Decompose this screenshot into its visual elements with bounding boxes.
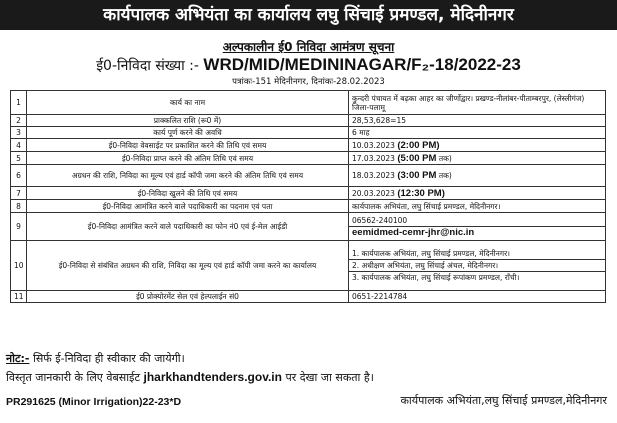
table-row: [11, 200, 606, 213]
time-suffix: तक): [438, 171, 452, 180]
office-header: कार्यपालक अभियंता का कार्यालय लघु सिंचाई प्रमण्डल, मेदिनीनगर: [0, 0, 617, 30]
row-number: 8: [11, 200, 27, 213]
email-value: eemidmed-cemr-jhr@nic.in: [349, 226, 605, 238]
row-value: 0651-2214784: [349, 291, 606, 303]
row-label: अग्रधन की राशि, निविदा का मूल्य एवं हार्ड कॉपी जमा करने की अंतिम तिथि एवं समय: [27, 165, 349, 187]
table-row: [11, 187, 606, 200]
row-number: 3: [11, 127, 27, 139]
time-value: (2:00 PM): [397, 139, 440, 151]
row-number: 4: [11, 139, 27, 152]
row-value: कार्यपालक अभियंता, लघु सिंचाई प्रमण्डल, मेदिनीनगर।: [349, 200, 606, 213]
table-row: [11, 213, 606, 241]
row-label: कार्य पूर्ण करने की अवधि: [27, 127, 349, 139]
table-row: [11, 139, 606, 152]
row-number: 1: [11, 91, 27, 115]
table-row: [11, 91, 606, 115]
tender-number-label: ई0-निविदा संख्या :-: [96, 58, 199, 74]
row-value: [349, 139, 606, 152]
tender-details-table: [10, 90, 606, 303]
info-suffix: पर देखा जा सकता है।: [281, 371, 374, 384]
row-number: 7: [11, 187, 27, 200]
row-value: 6 माह: [349, 127, 606, 139]
row-value: [349, 241, 606, 291]
row-label: ई0-निविदा आमंत्रित करने वाले पदाधिकारी का पदनाम एवं पता: [27, 200, 349, 213]
website-link[interactable]: jharkhandtenders.gov.in: [143, 370, 282, 384]
phone-value: 06562-240100: [352, 216, 408, 225]
row-value: [349, 187, 606, 200]
row-number: 11: [11, 291, 27, 303]
footer-info: [6, 370, 374, 385]
row-number: 5: [11, 152, 27, 165]
row-number: 10: [11, 241, 27, 291]
time-suffix: तक): [438, 153, 452, 163]
row-label: ई0-निविदा प्राप्त करने की अंतिम तिथि एवं समय: [27, 152, 349, 165]
date-value: 18.03.2023: [352, 171, 395, 180]
letter-reference: पत्रांकः-151 मेदिनीनगर, दिनांकः-28.02.2023: [232, 77, 385, 87]
row-value: [349, 165, 606, 187]
row-value: 28,53,628=15: [349, 115, 606, 127]
note-text: सिर्फ ई-निविदा ही स्वीकार की जायेगी।: [29, 352, 185, 365]
office-item: 1. कार्यपालक अभियंता, लघु सिंचाई प्रमण्डल, मेदिनीनगर।: [352, 249, 510, 258]
row-label: ई0-निविदा वेवसाईट पर प्रकाशित करने की तिथि एवं समय: [27, 139, 349, 152]
row-value: [349, 152, 606, 165]
office-item: 3. कार्यपालक अभियंता, लघु सिंचाई रूपांकण प्रमण्डल, राँची।: [349, 271, 605, 283]
notice-heading: अल्पकालीन ई0 निविदा आमंत्रण सूचना: [222, 40, 395, 54]
table-row: [11, 291, 606, 303]
row-label: ई0-निविदा से संबंधित अग्रधन की राशि, निविदा का मूल्य एवं हार्ड कॉपी जमा करने का कार्यालय: [27, 241, 349, 291]
table-row: [11, 165, 606, 187]
row-number: 9: [11, 213, 27, 241]
pr-code: PR291625 (Minor Irrigation)22-23*D: [6, 396, 182, 408]
footer-note: [6, 351, 185, 366]
time-value: (3:00 PM: [397, 170, 437, 181]
row-label: प्राक्कलित राशि (रू0 में): [27, 115, 349, 127]
note-lead: नोट:-: [6, 352, 30, 365]
row-label: ई0-निविदा आमंत्रित करने वाले पदाधिकारी का फोन नं0 एवं ई-मेल आईडी: [27, 213, 349, 241]
office-item: 2. अधीक्षण अभियंता, लघु सिंचाई अंचल, मेदिनीनगर।: [349, 259, 605, 271]
date-value: 17.03.2023: [352, 153, 395, 163]
signatory: कार्यपालक अभियंता,लघु सिंचाई प्रमण्डल,मेदिनीनगर: [400, 394, 607, 407]
date-value: 10.03.2023: [352, 140, 395, 150]
table-row: [11, 115, 606, 127]
tender-number: WRD/MID/MEDININAGAR/F₂-18/2022-23: [203, 55, 521, 74]
row-label: ई0 प्रोक्योरमेंट सेल एवं हेल्पलाईन सं0: [27, 291, 349, 303]
row-number: 2: [11, 115, 27, 127]
table-row: [11, 127, 606, 139]
time-value: (5:00 PM: [397, 152, 437, 164]
row-value: [349, 213, 606, 241]
row-value: कुन्दरी पंचायत में बढ़का आहर का जीर्णोद्वार। प्रखण्ड-नीलांबर-पीताम्बरपुर, (लेस्लीगंज) जिला-पलामू: [349, 91, 606, 115]
row-label: ई0-निविदा खुलने की तिथि एवं समय: [27, 187, 349, 200]
row-label: कार्य का नाम: [27, 91, 349, 115]
table-row: [11, 241, 606, 291]
time-value: (12:30 PM): [397, 187, 445, 199]
info-prefix: विस्तृत जानकारी के लिए वेबसाईट: [6, 371, 144, 384]
row-number: 6: [11, 165, 27, 187]
tender-number-line: [0, 55, 617, 75]
date-value: 20.03.2023: [352, 188, 395, 198]
table-row: [11, 152, 606, 165]
